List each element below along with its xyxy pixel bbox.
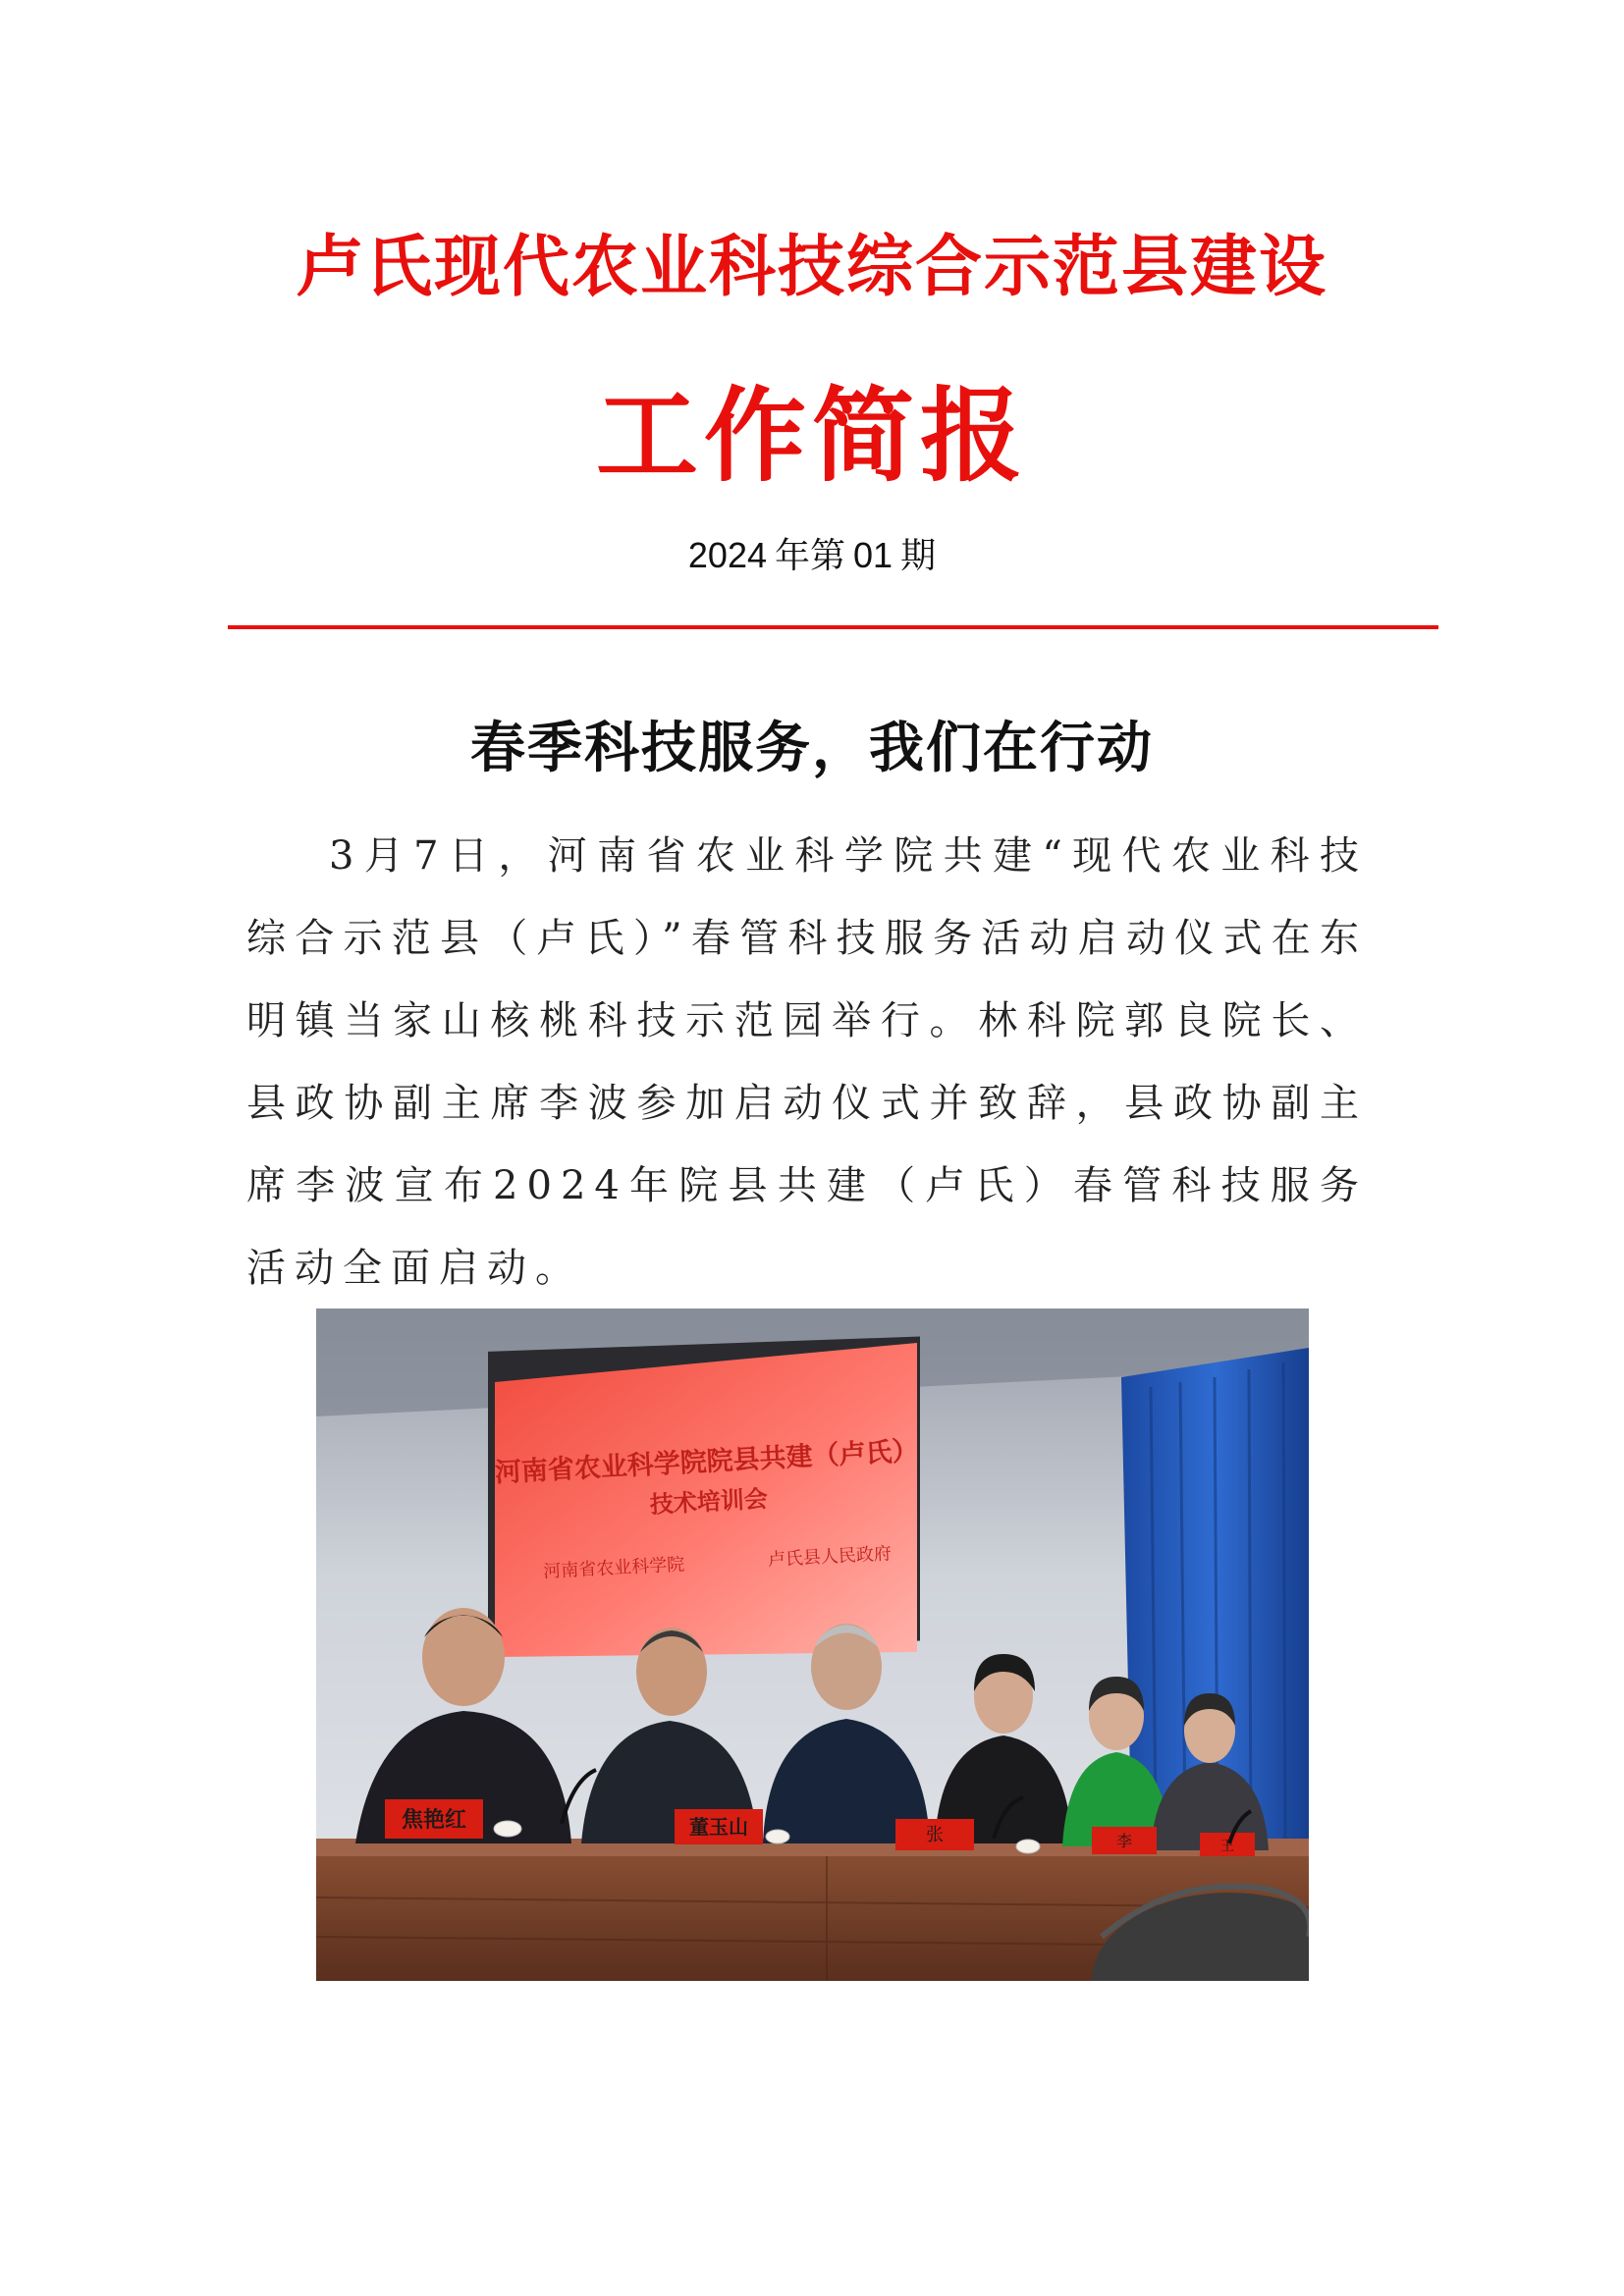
issue-year-label: 年第 [775,535,846,575]
meeting-photo [316,1308,1309,1981]
screen-line2: 技术培训会 [649,1484,769,1520]
header-divider [228,625,1438,629]
nameplate [1200,1833,1255,1856]
article-body: 3月7日，河南省农业科学院共建“现代农业科技综合示范县（卢氏）”春管科技服务活动启动仪式在东明镇当家山核桃科技示范园举行。林科院郭良院长、县政协副主席李波参加启动仪式并致辞，县政协副主席李波宣布2024年院县共建（卢氏）春管科技服务活动全面启动。 [246,833,1368,1291]
nameplate [895,1819,974,1850]
issue-number: 01 [853,535,893,575]
nameplate [1092,1827,1157,1854]
masthead-subtitle: 工作简报 [595,375,1028,496]
nameplate-text: 李 [1115,1832,1133,1850]
issue-number-label: 期 [900,535,937,575]
nameplate-text: 王 [1220,1839,1234,1854]
nameplate-text: 焦艳红 [401,1807,467,1833]
nameplate-text: 董玉山 [689,1815,748,1839]
article-title: 春季科技服务，我们在行动 [470,716,1154,780]
nameplate-text: 张 [926,1825,944,1845]
masthead-title: 卢氏现代农业科技综合示范县建设 [296,228,1327,306]
issue-year: 2024 [687,535,767,575]
issue-line [0,528,1624,578]
nameplate [385,1799,483,1839]
screen-line1: 河南省农业科学院院县共建（卢氏） [494,1435,920,1489]
screen-org-right: 卢氏县人民政府 [767,1543,893,1571]
screen-org-left: 河南省农业科学院 [542,1554,685,1582]
nameplate [675,1809,763,1844]
